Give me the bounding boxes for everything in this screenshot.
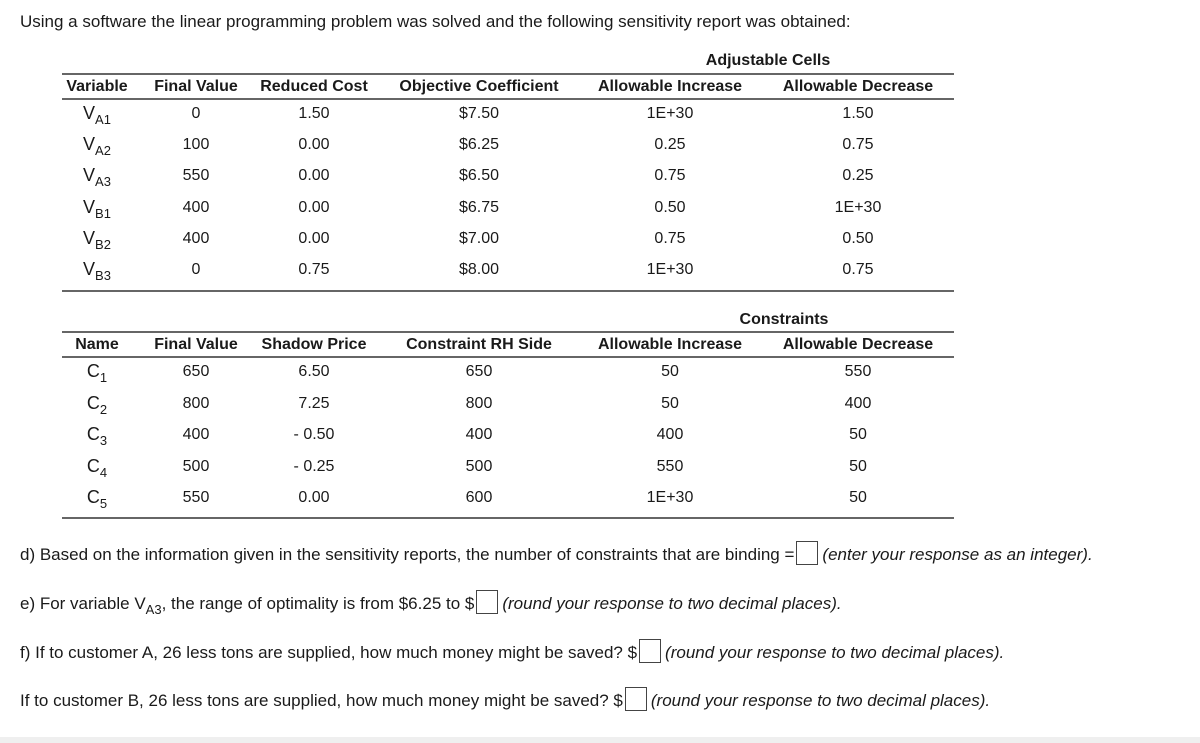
constraint-row-cell-shadow: - 0.25: [293, 457, 335, 475]
adjustable-top-rule: [62, 73, 954, 75]
adjustable-row-name-cell: [83, 165, 111, 190]
constraint-row-name-cell: [86, 487, 108, 511]
adjustable-bottom-rule: [62, 290, 954, 292]
constraint-row-symbol: C: [86, 361, 100, 381]
adjustable-row-cell-dec: 0.75: [842, 261, 874, 278]
constraint-row-subscript: 3: [99, 433, 108, 448]
header-final-value: Final Value: [154, 78, 238, 95]
adjustable-row-cell-reduced: 0.75: [298, 261, 330, 278]
adjustable-row-cell-inc: 1E+30: [646, 105, 694, 122]
answer-input-f2[interactable]: [625, 687, 647, 711]
adjustable-row-cell-reduced: 1.50: [298, 105, 330, 122]
constraint-row-cell-final: 650: [182, 363, 210, 380]
constraint-row-cell-inc: 1E+30: [646, 489, 694, 506]
constraint-row-name-cell: [86, 361, 108, 385]
question-f2: [20, 687, 990, 711]
constraint-row-cell-inc: 550: [656, 457, 684, 475]
constraint-row-cell-rhs: 400: [465, 426, 493, 443]
constraint-row-subscript: 2: [99, 401, 108, 417]
header-shadow-price: Shadow Price: [261, 336, 367, 353]
constraint-row-cell-final: 550: [182, 489, 210, 506]
adjustable-row-cell-final: 400: [182, 198, 210, 216]
constraint-row-cell-rhs: 800: [465, 394, 493, 412]
header-final-value: Final Value: [154, 336, 238, 353]
adjustable-row-symbol: V: [83, 196, 96, 217]
adjustable-row-cell-reduced: 0.00: [298, 229, 330, 247]
bottom-strip: [0, 737, 1200, 743]
adjustable-row-cell-inc: 1E+30: [646, 261, 694, 278]
header-variable: Variable: [66, 78, 128, 95]
header-name: Name: [75, 336, 119, 353]
constraint-row-symbol: C: [86, 487, 100, 507]
constraint-row-cell-shadow: 0.00: [298, 489, 330, 506]
question-d: [20, 541, 1093, 565]
constraint-row-cell-shadow: 7.25: [298, 394, 330, 412]
adjustable-row-cell-inc: 0.25: [654, 136, 686, 154]
adjustable-row-cell-final: 100: [182, 136, 210, 154]
adjustable-row-symbol: V: [83, 103, 96, 123]
adjustable-row-cell-final: 0: [191, 105, 201, 122]
adjustable-row-symbol: V: [83, 134, 96, 155]
adjustable-row-cell-reduced: 0.00: [298, 136, 330, 154]
intro-text: Using a software the linear programming problem was solved and the following sensitivity report was obtained:: [20, 12, 851, 31]
answer-input-d[interactable]: [796, 541, 818, 565]
adjustable-row-cell-coef: $6.25: [458, 136, 500, 154]
question-e-text: , the range of optimality is from $6.25 to $: [161, 594, 475, 613]
adjustable-row-name-cell: [83, 196, 111, 221]
constraint-row-symbol: C: [86, 455, 100, 476]
adjustable-row-symbol: V: [83, 227, 96, 248]
adjustable-row-cell-inc: 0.75: [654, 167, 686, 185]
constraint-row-cell-dec: 400: [844, 394, 872, 412]
question-f1-text: f) If to customer A, 26 less tons are supplied, how much money might be saved? $: [20, 643, 638, 662]
constraint-row-cell-dec: 50: [849, 457, 867, 475]
constraints-header-rule: [62, 356, 954, 358]
adjustable-row-subscript: B2: [95, 236, 111, 252]
constraint-row-symbol: C: [86, 392, 100, 413]
adjustable-row-name-cell: [83, 134, 111, 159]
adjustable-row-cell-final: 0: [191, 261, 201, 278]
header-constraint-rh-side: Constraint RH Side: [406, 336, 552, 353]
adjustable-cells-title: Adjustable Cells: [705, 52, 831, 69]
adjustable-row-cell-inc: 0.75: [654, 229, 686, 247]
constraint-row-cell-dec: 50: [849, 426, 867, 443]
constraint-row-cell-final: 400: [182, 426, 210, 443]
question-d-hint: (enter your response as an integer).: [822, 545, 1093, 564]
constraint-row-cell-inc: 50: [661, 363, 679, 380]
constraints-top-rule: [62, 331, 954, 333]
adjustable-row-cell-dec: 1.50: [842, 105, 874, 122]
adjustable-row-subscript: A3: [95, 174, 111, 190]
constraints-bottom-rule: [62, 517, 954, 519]
adjustable-row-cell-dec: 0.75: [842, 136, 874, 154]
constraint-row-cell-shadow: 6.50: [298, 363, 330, 380]
adjustable-row-cell-final: 400: [182, 229, 210, 247]
question-f2-hint: (round your response to two decimal places).: [650, 691, 991, 710]
header-allowable-decrease: Allowable Decrease: [782, 78, 934, 95]
question-f1: [20, 639, 1004, 663]
constraint-row-cell-rhs: 650: [465, 363, 493, 380]
adjustable-row-symbol: V: [83, 259, 96, 279]
constraint-row-cell-rhs: 600: [465, 489, 493, 506]
adjustable-row-cell-dec: 0.25: [842, 167, 874, 185]
adjustable-row-cell-coef: $6.75: [458, 198, 500, 216]
constraint-row-cell-rhs: 500: [465, 457, 493, 475]
answer-input-e[interactable]: [476, 590, 498, 614]
constraint-row-name-cell: [86, 392, 108, 417]
header-objective-coefficient: Objective Coefficient: [399, 78, 559, 95]
adjustable-row-cell-coef: $7.00: [458, 229, 500, 247]
constraints-title: Constraints: [739, 311, 829, 328]
constraint-row-cell-dec: 50: [849, 489, 867, 506]
adjustable-row-symbol: V: [83, 165, 96, 186]
adjustable-row-cell-inc: 0.50: [654, 198, 686, 216]
constraint-row-cell-final: 500: [182, 457, 210, 475]
constraint-row-subscript: 5: [99, 496, 108, 511]
constraint-row-cell-dec: 550: [844, 363, 872, 380]
constraint-row-cell-inc: 50: [661, 394, 679, 412]
adjustable-row-name-cell: [83, 227, 111, 252]
constraint-row-subscript: 4: [99, 464, 108, 480]
constraint-row-cell-inc: 400: [656, 426, 684, 443]
adjustable-row-subscript: A1: [95, 112, 111, 127]
question-e-hint: (round your response to two decimal places).: [502, 594, 842, 613]
header-allowable-increase: Allowable Increase: [597, 78, 743, 95]
adjustable-row-cell-reduced: 0.00: [298, 167, 330, 185]
constraint-row-subscript: 1: [99, 370, 108, 385]
question-f1-hint: (round your response to two decimal places).: [665, 643, 1005, 662]
adjustable-row-name-cell: [83, 103, 111, 127]
adjustable-row-name-cell: [83, 259, 111, 283]
adjustable-row-subscript: A2: [95, 143, 111, 159]
constraint-row-cell-final: 800: [182, 394, 210, 412]
adjustable-row-cell-final: 550: [182, 167, 210, 185]
question-e-subscript: A3: [145, 602, 162, 617]
header-reduced-cost: Reduced Cost: [260, 78, 368, 95]
answer-input-f1[interactable]: [639, 639, 661, 663]
adjustable-row-cell-coef: $7.50: [458, 105, 500, 122]
constraint-row-name-cell: [86, 424, 108, 448]
adjustable-row-cell-coef: $6.50: [458, 167, 500, 185]
adjustable-row-cell-coef: $8.00: [458, 261, 500, 278]
question-d-text: d) Based on the information given in the sensitivity reports, the number of constraints that are binding =: [20, 545, 795, 564]
header-allowable-decrease: Allowable Decrease: [782, 336, 934, 353]
question-e: [20, 590, 842, 617]
question-e-prefix: e) For variable V: [20, 594, 146, 613]
constraint-row-name-cell: [86, 455, 108, 480]
adjustable-row-cell-reduced: 0.00: [298, 198, 330, 216]
question-f2-text: If to customer B, 26 less tons are supplied, how much money might be saved? $: [20, 691, 623, 710]
adjustable-row-subscript: B3: [95, 268, 111, 283]
adjustable-row-cell-dec: 1E+30: [834, 198, 882, 216]
header-allowable-increase: Allowable Increase: [597, 336, 743, 353]
adjustable-row-cell-dec: 0.50: [842, 229, 874, 247]
constraint-row-symbol: C: [86, 424, 100, 444]
adjustable-row-subscript: B1: [95, 205, 111, 221]
adjustable-header-rule: [62, 98, 954, 100]
constraint-row-cell-shadow: - 0.50: [293, 426, 335, 443]
